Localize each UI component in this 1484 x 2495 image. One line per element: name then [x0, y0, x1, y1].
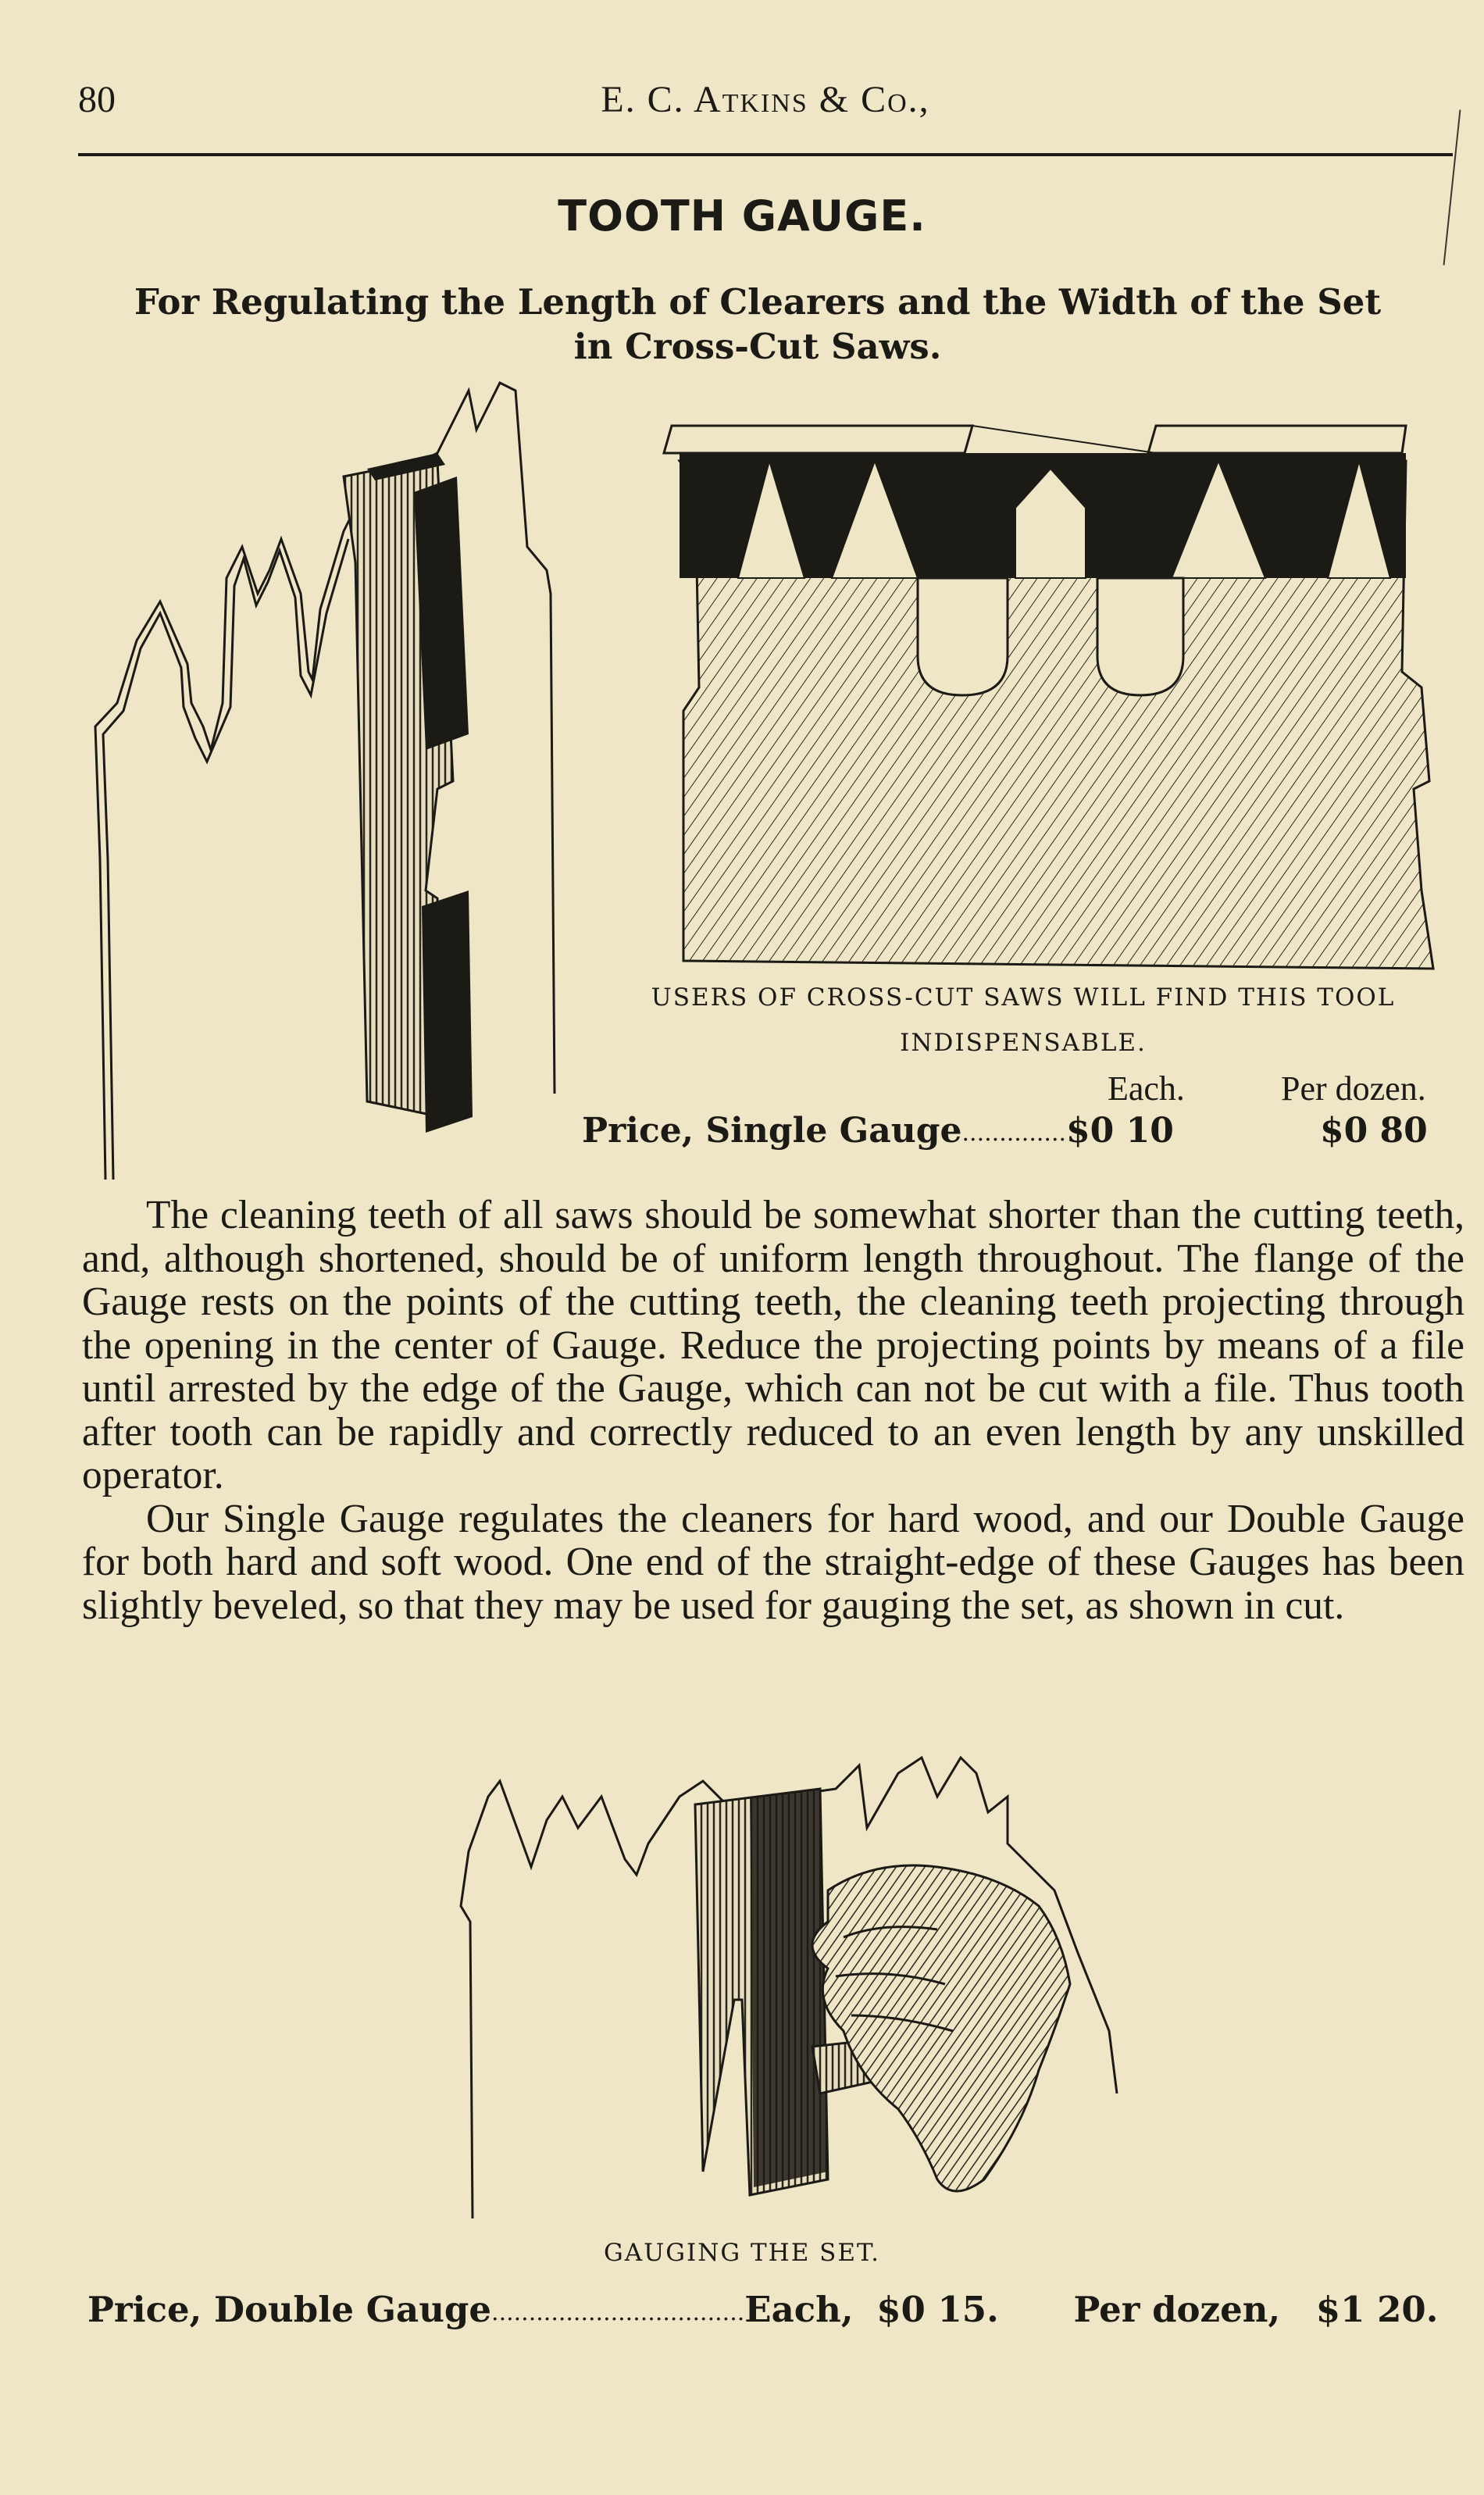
header-rule — [78, 153, 1453, 156]
double-dozen-label: Per dozen, — [1073, 2289, 1281, 2330]
page-number: 80 — [78, 79, 116, 120]
paragraph-2: Our Single Gauge regulates the cleaners for hard wood, and our Double Gauge for both hard and soft wood. One end of the straight-edge of these Gauges has been slightly beveled, so that they may be used for gauging the set, as shown in cut. — [82, 1496, 1464, 1628]
single-gauge-each-price: $0 10 — [1066, 1111, 1174, 1151]
double-gauge-price-row — [87, 2289, 1462, 2330]
paragraph-1: The cleaning teeth of all saws should be somewhat shorter than the cutting teeth, and, although shortened, should be of uniform length throughout. The flange of the Gauge rests on the points of the cutting teeth, the cleaning teeth projecting through the opening in the center of Gauge. Reduce the projecting points by means of a file until arrested by the edge of the Gauge, which can not be cut with a file. Thus tooth after tooth can be rapidly and correctly reduced to an even length by any unskilled operator. — [82, 1193, 1464, 1497]
gauge-left — [344, 453, 473, 1133]
each-header: Each. — [1108, 1069, 1185, 1108]
section-title: TOOTH GAUGE. — [558, 191, 926, 241]
users-note — [617, 975, 1429, 1065]
double-each-label: Each, — [744, 2289, 854, 2330]
page-header — [78, 78, 1453, 133]
running-head: E. C. Atkins & Co., — [601, 79, 930, 120]
single-gauge-dozen-price: $0 80 — [1320, 1111, 1428, 1151]
double-dozen-price: $1 20. — [1315, 2289, 1439, 2330]
users-note-line-1: USERS OF CROSS-CUT SAWS WILL FIND THIS TOOL — [651, 983, 1396, 1012]
gauging-caption: GAUGING THE SET. — [603, 2239, 881, 2267]
saw-outline-left — [95, 383, 555, 1180]
double-price-leader: .................................. — [491, 2299, 745, 2326]
double-gauge-label: Price, Double Gauge — [87, 2289, 492, 2330]
page-edge-mark — [1443, 109, 1461, 265]
single-gauge-price-row — [582, 1111, 1174, 1151]
price-leader: .............. — [961, 1119, 1067, 1147]
body-text — [82, 1194, 1464, 1627]
per-dozen-header: Per dozen. — [1281, 1069, 1426, 1108]
users-note-line-2: INDISPENSABLE. — [900, 1029, 1147, 1057]
subtitle-line-2: in Cross-Cut Saws. — [573, 326, 942, 367]
section-subtitle — [109, 280, 1406, 369]
gauging-set-illustration — [461, 1758, 1117, 2218]
double-each-price: $0 15. — [876, 2289, 999, 2330]
single-gauge-label: Price, Single Gauge — [582, 1111, 962, 1151]
saw-blade-right — [664, 426, 1433, 969]
subtitle-line-1: For Regulating the Length of Clearers and the Width of the Set — [134, 281, 1382, 323]
